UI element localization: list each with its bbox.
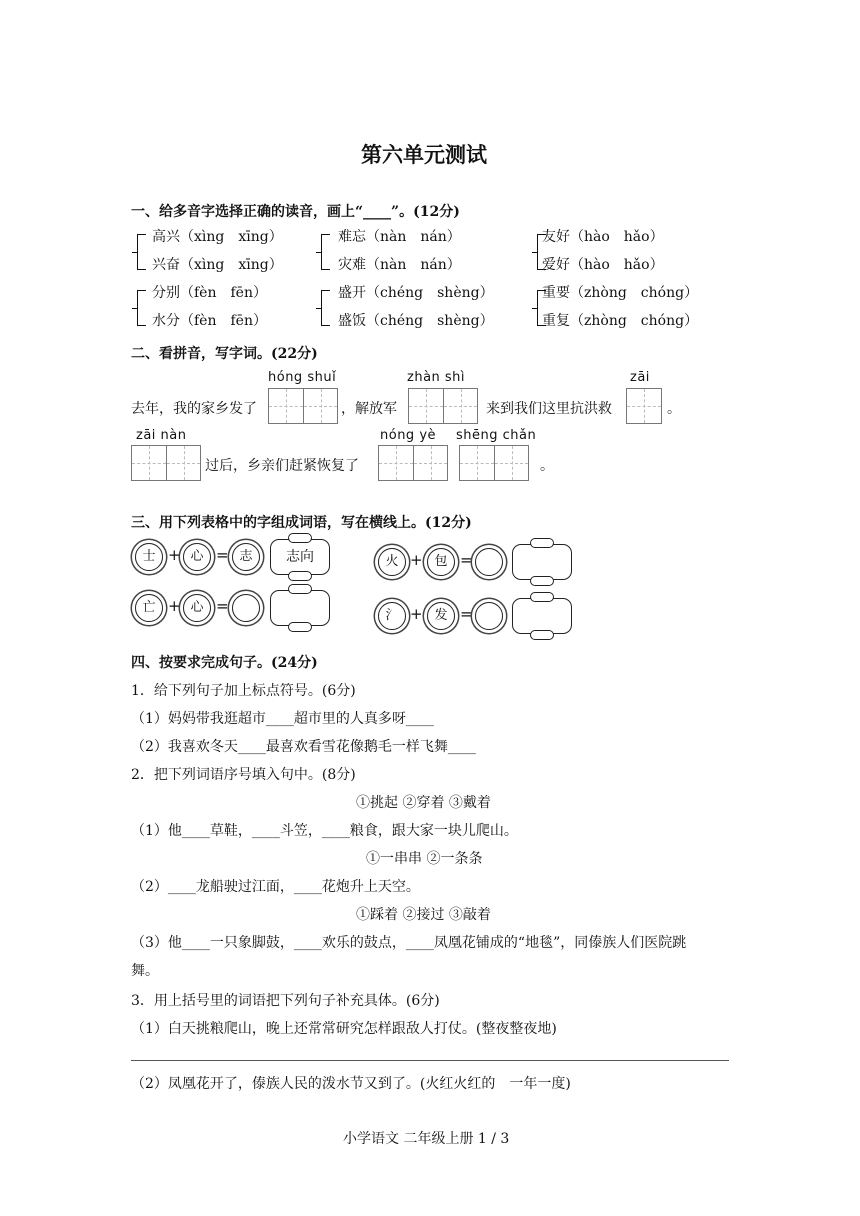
polyphone-item: 盛开（chéng shèng）: [338, 285, 494, 301]
equals-sign: =: [216, 546, 229, 564]
pinyin: shēng chǎn: [456, 428, 537, 443]
plus-sign: +: [410, 605, 423, 623]
pinyin: nóng yè: [380, 428, 437, 443]
question-line: 3．用上括号里的词语把下列句子补充具体。(6分): [131, 993, 440, 1009]
polyphone-item: 爱好（hào hǎo）: [542, 257, 664, 273]
question-line: 2．把下列词语序号填入句中。(8分): [131, 767, 356, 783]
answer-card[interactable]: [512, 598, 572, 634]
writing-grid[interactable]: [459, 445, 529, 481]
flower-answer[interactable]: [475, 602, 503, 630]
polyphone-item: 重要（zhòng chóng）: [542, 285, 699, 301]
flower-char: 亡: [135, 594, 163, 622]
pinyin: zāi: [630, 370, 650, 385]
polyphone-item: 兴奋（xìng xīng）: [152, 257, 283, 273]
sentence-text: 。: [540, 458, 554, 474]
question-line: （1）白天挑粮爬山，晚上还常常研究怎样跟敌人打仗。(整夜整夜地): [131, 1021, 557, 1037]
polyphone-item: 水分（fèn fēn）: [152, 313, 267, 329]
sentence-text: ，解放军: [341, 401, 397, 417]
brace: [321, 234, 330, 270]
question-line: 1．给下列句子加上标点符号。(6分): [131, 683, 356, 699]
section-1-heading: 一、给多音字选择正确的读音，画上“____”。(12分): [131, 204, 460, 220]
writing-grid[interactable]: [131, 445, 201, 481]
section-2-heading: 二、看拼音，写字词。(22分): [131, 346, 318, 362]
brace: [137, 234, 146, 270]
answer-card[interactable]: [270, 590, 330, 626]
flower-char: 氵: [378, 602, 406, 630]
question-line: （1）妈妈带我逛超市____超市里的人真多呀____: [131, 711, 434, 727]
flower-char: 士: [135, 543, 163, 571]
writing-grid[interactable]: [626, 388, 662, 424]
flower-char: 心: [183, 594, 211, 622]
question-line: （2）____龙船驶过江面，____花炮升上天空。: [131, 879, 420, 895]
word-options: ①挑起 ②穿着 ③戴着: [356, 795, 491, 811]
sentence-text: 。: [667, 401, 681, 417]
brace: [321, 290, 330, 326]
answer-card[interactable]: [512, 544, 572, 580]
flower-char: 发: [427, 602, 455, 630]
polyphone-item: 难忘（nàn nán）: [338, 229, 461, 245]
plus-sign: +: [168, 597, 181, 615]
polyphone-item: 友好（hào hǎo）: [542, 229, 664, 245]
sentence-text: 过后，乡亲们赶紧恢复了: [205, 458, 359, 474]
writing-grid[interactable]: [268, 388, 338, 424]
question-line: 舞。: [131, 963, 159, 979]
brace: [137, 290, 146, 326]
writing-grid[interactable]: [408, 388, 478, 424]
answer-card: 志向: [270, 539, 330, 575]
answer-line[interactable]: [131, 1060, 729, 1061]
question-line: （3）他____一只象脚鼓，____欢乐的鼓点，____凤凰花铺成的“地毯”，同傣族人们医院跳: [131, 935, 687, 951]
section-3-heading: 三、用下列表格中的字组成词语，写在横线上。(12分): [131, 515, 472, 531]
equals-sign: =: [460, 551, 473, 569]
polyphone-item: 高兴（xìng xīng）: [152, 229, 283, 245]
question-line: （1）他____草鞋，____斗笠，____粮食，跟大家一块儿爬山。: [131, 823, 518, 839]
writing-grid[interactable]: [378, 445, 448, 481]
flower-answer[interactable]: [232, 594, 260, 622]
question-line: （2）我喜欢冬天____最喜欢看雪花像鹅毛一样飞舞____: [131, 739, 476, 755]
sentence-text: 来到我们这里抗洪救: [486, 401, 612, 417]
flower-char: 心: [183, 543, 211, 571]
polyphone-item: 重复（zhòng chóng）: [542, 313, 699, 329]
word-options: ①一串串 ②一条条: [366, 851, 483, 867]
plus-sign: +: [410, 551, 423, 569]
flower-char: 包: [427, 548, 455, 576]
pinyin: hóng shuǐ: [268, 370, 337, 385]
pinyin: zhàn shì: [407, 370, 466, 385]
polyphone-item: 盛饭（chéng shèng）: [338, 313, 494, 329]
pinyin: zāi nàn: [136, 428, 187, 443]
question-line: （2）凤凰花开了，傣族人民的泼水节又到了。(火红火红的 一年一度): [131, 1076, 571, 1092]
polyphone-item: 灾难（nàn nán）: [338, 257, 461, 273]
page-title: 第六单元测试: [361, 142, 487, 167]
flower-char: 火: [378, 548, 406, 576]
flower-char: 志: [232, 543, 260, 571]
section-4-heading: 四、按要求完成句子。(24分): [131, 655, 318, 671]
flower-answer[interactable]: [475, 548, 503, 576]
polyphone-item: 分别（fèn fēn）: [152, 285, 267, 301]
page-footer: 小学语文 二年级上册 1 / 3: [343, 1131, 510, 1147]
word-options: ①踩着 ②接过 ③敲着: [356, 907, 491, 923]
equals-sign: =: [216, 597, 229, 615]
sentence-text: 去年，我的家乡发了: [131, 401, 257, 417]
equals-sign: =: [460, 605, 473, 623]
plus-sign: +: [168, 546, 181, 564]
